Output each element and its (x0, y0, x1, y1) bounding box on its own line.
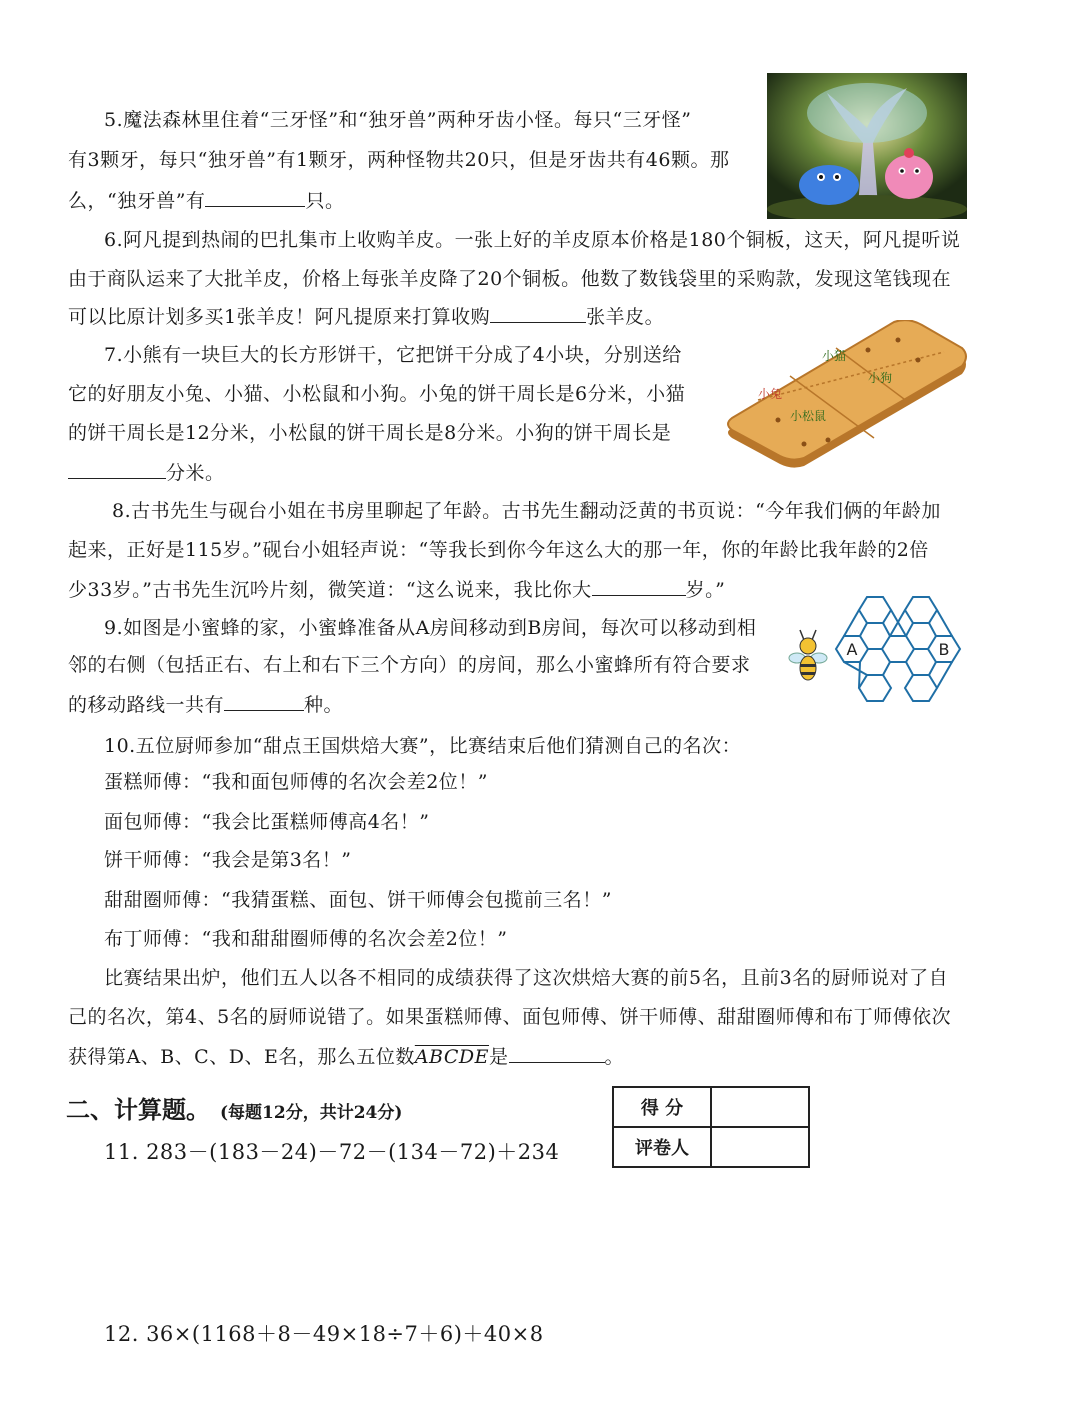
p9-line-2: 邻的右侧（包括正右、右上和右下三个方向）的房间，那么小蜜蜂所有符合要求 (68, 654, 751, 676)
calc-question-11: 11. 283－(183－24)－72－(134－72)＋234 (104, 1140, 560, 1164)
calc-question-12: 12. 36×(1168＋8－49×18÷7＋6)＋40×8 (104, 1322, 544, 1346)
p8-answer-blank[interactable] (592, 575, 686, 596)
p5-answer-blank[interactable] (205, 186, 305, 207)
p10-statement-pudding: 布丁师傅：“我和甜甜圈师傅的名次会差2位！” (104, 928, 508, 950)
p6-answer-blank[interactable] (490, 302, 586, 323)
p6-line-2: 由于商队运来了大批羊皮，价格上每张羊皮降了20个铜板。他数了数钱袋里的采购款，发现这笔钱现在 (68, 268, 952, 290)
p5-line-2: 有3颗牙，每只“独牙兽”有1颗牙，两种怪物共20只，但是牙齿共有46颗。那 (68, 149, 730, 171)
room-b-label: B (938, 640, 950, 659)
p5-line-3 (68, 186, 344, 215)
grader-field[interactable] (711, 1127, 809, 1167)
p6-line-1: 6.阿凡提到热闹的巴扎集市上收购羊皮。一张上好的羊皮原本价格是180个铜板，这天，阿凡提听说 (104, 229, 961, 251)
p10-result-line-3 (68, 1042, 624, 1071)
p6-line-3 (68, 302, 664, 331)
p6-text-a: 可以比原计划多买1张羊皮！阿凡提原来打算收购 (68, 306, 491, 328)
p10-intro: 10.五位厨师参加“甜点王国烘焙大赛”，比赛结束后他们猜测自己的名次： (104, 735, 742, 757)
p8-line-3 (68, 575, 725, 604)
p10-statement-biscuit: 饼干师傅：“我会是第3名！” (104, 849, 352, 871)
p8-text-b: 岁。” (685, 579, 726, 601)
hex-bottom-left (859, 675, 891, 701)
p5-text-a: 么，“独牙兽”有 (68, 190, 206, 212)
p10-number-abcde: ABCDE (414, 1046, 490, 1068)
section-2-note: (每题12分，共计24分) (220, 1103, 403, 1123)
p7-line-1: 7.小熊有一块巨大的长方形饼干，它把饼干分成了4小块，分别送给 (104, 344, 682, 366)
p10-statement-cake: 蛋糕师傅：“我和面包师傅的名次会差2位！” (104, 771, 489, 793)
cookie-label-dog: 小狗 (868, 371, 893, 385)
hex-middle (882, 636, 914, 662)
score-field[interactable] (711, 1087, 809, 1127)
p9-line-3 (68, 690, 343, 719)
p5-text-b: 只。 (305, 190, 345, 212)
section-2-header (66, 1090, 402, 1125)
p6-text-b: 张羊皮。 (586, 306, 665, 328)
bee-icon (788, 628, 828, 688)
hex-top-right (905, 597, 937, 623)
p10-text-c: 。 (604, 1046, 625, 1068)
p9-line-1: 9.如图是小蜜蜂的家，小蜜蜂准备从A房间移动到B房间，每次可以移动到相 (104, 617, 757, 639)
p7-line-2: 它的好朋友小兔、小猫、小松鼠和小狗。小兔的饼干周长是6分米，小猫 (68, 383, 686, 405)
p9-text-a: 的移动路线一共有 (68, 694, 225, 716)
score-label: 得 分 (613, 1087, 711, 1127)
room-a-label: A (846, 640, 858, 659)
cookie-label-squirrel: 小松鼠 (790, 409, 827, 423)
grader-label: 评卷人 (613, 1127, 711, 1167)
cookie-label-cat: 小猫 (822, 349, 847, 363)
honeycomb-diagram (832, 592, 964, 720)
p9-answer-blank[interactable] (224, 690, 304, 711)
score-box (612, 1086, 810, 1168)
p8-line-1: 8.古书先生与砚台小姐在书房里聊起了年龄。古书先生翻动泛黄的书页说：“今年我们俩的年龄加 (112, 500, 941, 522)
p7-line-4 (68, 458, 225, 487)
p10-statement-donut: 甜甜圈师傅：“我猜蛋糕、面包、饼干师傅会包揽前三名！” (104, 889, 612, 911)
section-2-title: 二、计算题。 (66, 1096, 210, 1124)
p7-line-3: 的饼干周长是12分米，小松鼠的饼干周长是8分米。小狗的饼干周长是 (68, 422, 672, 444)
p8-line-2: 起来，正好是115岁。”砚台小姐轻声说：“等我长到你今年这么大的那一年，你的年龄比我年龄的2倍 (68, 539, 929, 561)
p8-text-a: 少33岁。”古书先生沉吟片刻，微笑道：“这么说来，我比你大 (68, 579, 592, 601)
p10-statement-bread: 面包师傅：“我会比蛋糕师傅高4名！” (104, 811, 430, 833)
p7-answer-blank[interactable] (68, 458, 166, 479)
p10-text-b: 是 (489, 1046, 509, 1068)
p7-text-b: 分米。 (166, 462, 225, 484)
hex-top-left (859, 597, 891, 623)
p5-line-1: 5.魔法森林里住着“三牙怪”和“独牙兽”两种牙齿小怪。每只“三牙怪” (104, 109, 692, 131)
p10-result-line-2: 己的名次，第4、5名的厨师说错了。如果蛋糕师傅、面包师傅、饼干师傅、甜甜圈师傅和布丁师傅依次 (68, 1006, 952, 1028)
p9-text-b: 种。 (304, 694, 344, 716)
p10-result-line-1: 比赛结果出炉，他们五人以各不相同的成绩获得了这次烘焙大赛的前5名，且前3名的厨师说对了自 (104, 967, 949, 989)
cookie-image (718, 320, 968, 470)
p10-text-a: 获得第A、B、C、D、E名，那么五位数 (68, 1046, 415, 1068)
p10-answer-blank[interactable] (509, 1042, 605, 1063)
cookie-label-rabbit: 小兔 (758, 387, 783, 401)
hex-bottom-right (905, 675, 937, 701)
monsters-forest-image (767, 73, 967, 219)
